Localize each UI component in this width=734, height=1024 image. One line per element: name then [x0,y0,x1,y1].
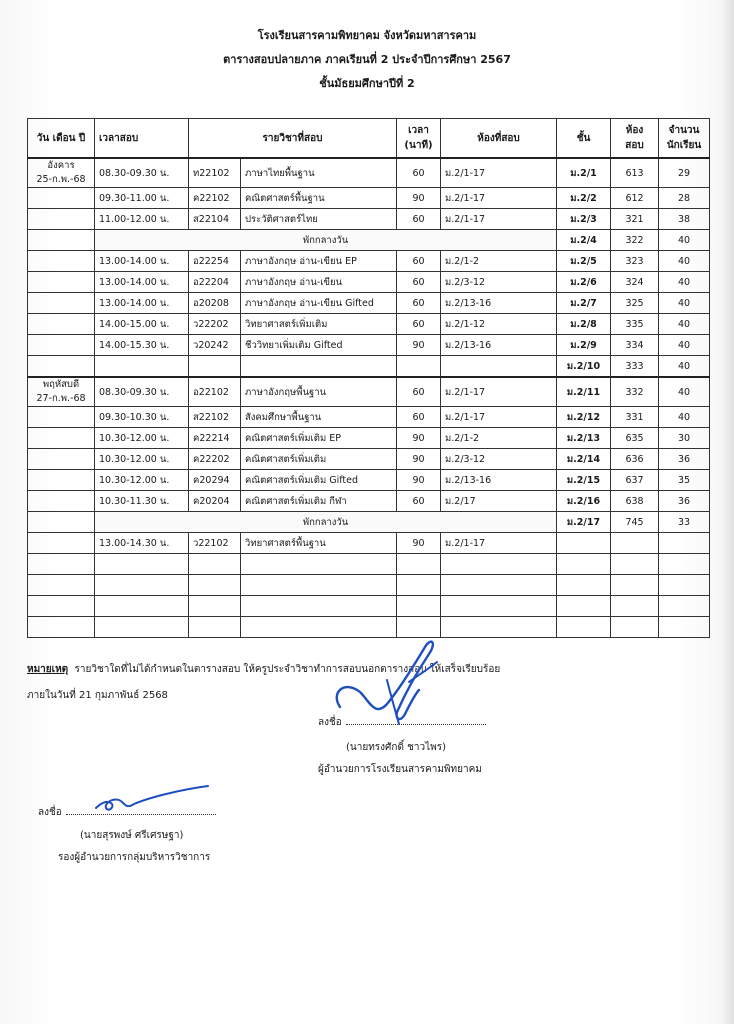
lunch-break: พักกลางวัน [95,512,557,533]
exam-time: 14.00-15.30 น. [95,335,189,356]
day-cell [28,617,95,638]
director-sign-label: ลงชื่อ [318,717,342,728]
duration-minutes [397,356,441,378]
header-duration: เวลา (นาที) [397,119,441,159]
student-count: 36 [659,449,710,470]
duration-minutes: 60 [397,293,441,314]
duration-minutes: 60 [397,314,441,335]
subject-name: คณิตศาสตร์เพิ่มเติม EP [241,428,397,449]
student-count: 33 [659,512,710,533]
header-grade: ชั้น [557,119,611,159]
deputy-sign-label: ลงชื่อ [38,807,62,818]
header-time: เวลาสอบ [95,119,189,159]
exam-time: 09.30-10.30 น. [95,407,189,428]
duration-minutes: 60 [397,209,441,230]
subject-code: ว22102 [189,533,241,554]
header-exam-room: ห้อง สอบ [611,119,659,159]
subject-code: ค22202 [189,449,241,470]
table-row [28,377,710,407]
header-day: วัน เดือน ปี [28,119,95,159]
student-count: 35 [659,470,710,491]
empty-cell [397,596,441,617]
empty-cell [95,617,189,638]
student-count: 40 [659,293,710,314]
class-grade: ม.2/12 [557,407,611,428]
table-row [28,407,710,428]
exam-time: 08.30-09.30 น. [95,377,189,407]
table-row [28,449,710,470]
student-count [659,533,710,554]
exam-time [95,356,189,378]
empty-cell [659,554,710,575]
class-grade: ม.2/1 [557,158,611,188]
empty-cell [189,554,241,575]
subject-name: คณิตศาสตร์เพิ่มเติม กีฬา [241,491,397,512]
header-subject: รายวิชาที่สอบ [189,119,397,159]
class-grade: ม.2/3 [557,209,611,230]
exam-room-number: 635 [611,428,659,449]
empty-cell [659,575,710,596]
subject-name [241,356,397,378]
duration-minutes: 90 [397,428,441,449]
table-header-row [28,119,710,159]
subject-name: ภาษาไทยพื้นฐาน [241,158,397,188]
empty-cell [611,575,659,596]
day-cell [28,272,95,293]
empty-cell [441,575,557,596]
day-cell [28,428,95,449]
exam-time: 14.00-15.00 น. [95,314,189,335]
duration-minutes: 90 [397,449,441,470]
deputy-name: (นายสุรพงษ์ ศรีเศรษฐา) [80,830,184,841]
exam-room-number: 325 [611,293,659,314]
table-row [28,314,710,335]
subject-code: อ22254 [189,251,241,272]
subject-code: ส22102 [189,407,241,428]
empty-cell [557,554,611,575]
class-grade: ม.2/2 [557,188,611,209]
table-row [28,158,710,188]
student-count: 30 [659,428,710,449]
exam-time: 10.30-12.00 น. [95,470,189,491]
exam-time: 13.00-14.00 น. [95,293,189,314]
duration-minutes: 60 [397,272,441,293]
empty-cell [557,617,611,638]
exam-classes: ม.2/3-12 [441,449,557,470]
exam-classes: ม.2/1-17 [441,209,557,230]
deputy-signature-icon [88,780,213,820]
empty-cell [397,575,441,596]
table-row [28,335,710,356]
table-row [28,428,710,449]
subject-name: วิทยาศาสตร์เพิ่มเติม [241,314,397,335]
student-count: 29 [659,158,710,188]
empty-cell [659,596,710,617]
table-row [28,293,710,314]
class-grade: ม.2/17 [557,512,611,533]
class-grade: ม.2/14 [557,449,611,470]
empty-cell [189,575,241,596]
exam-room-number: 638 [611,491,659,512]
exam-room-number: 324 [611,272,659,293]
day-cell [28,314,95,335]
subject-name: ภาษาอังกฤษ อ่าน-เขียน Gifted [241,293,397,314]
class-grade: ม.2/6 [557,272,611,293]
student-count: 40 [659,251,710,272]
weekday: อังคาร [47,160,75,171]
empty-cell [241,554,397,575]
table-row [28,491,710,512]
exam-room-number: 332 [611,377,659,407]
deputy-position: รองผู้อำนวยการกลุ่มบริหารวิชาการ [58,852,211,863]
student-count: 28 [659,188,710,209]
director-position: ผู้อำนวยการโรงเรียนสารคามพิทยาคม [318,764,482,775]
empty-cell [611,596,659,617]
class-grade: ม.2/16 [557,491,611,512]
exam-classes: ม.2/1-17 [441,407,557,428]
exam-classes: ม.2/1-2 [441,428,557,449]
exam-classes: ม.2/1-12 [441,314,557,335]
day-cell [28,575,95,596]
day-cell [28,188,95,209]
subject-code: อ22102 [189,377,241,407]
day-cell [28,356,95,378]
header-room: ห้องที่สอบ [441,119,557,159]
exam-room-number: 637 [611,470,659,491]
subject-name: ประวัติศาสตร์ไทย [241,209,397,230]
table-row [28,596,710,617]
duration-minutes: 60 [397,491,441,512]
subject-code: ส22104 [189,209,241,230]
exam-classes: ม.2/1-17 [441,158,557,188]
exam-room-number: 333 [611,356,659,378]
exam-room-number [611,533,659,554]
exam-time: 10.30-11.30 น. [95,491,189,512]
exam-schedule-table [27,118,710,638]
duration-minutes: 60 [397,251,441,272]
exam-time: 13.00-14.00 น. [95,251,189,272]
duration-minutes: 60 [397,407,441,428]
day-cell [28,407,95,428]
student-count: 36 [659,491,710,512]
exam-time: 09.30-11.00 น. [95,188,189,209]
duration-minutes: 90 [397,335,441,356]
class-grade: ม.2/4 [557,230,611,251]
table-row [28,188,710,209]
table-row [28,356,710,378]
header-students: จำนวน นักเรียน [659,119,710,159]
subject-code [189,356,241,378]
empty-cell [557,575,611,596]
class-grade: ม.2/10 [557,356,611,378]
subject-name: คณิตศาสตร์เพิ่มเติม [241,449,397,470]
day-cell [28,293,95,314]
weekday: พฤหัสบดี [42,379,80,390]
exam-classes: ม.2/17 [441,491,557,512]
table-body [28,158,710,638]
day-cell [28,335,95,356]
day-cell [28,491,95,512]
school-name: โรงเรียนสารคามพิทยาคม จังหวัดมหาสารคาม [257,29,477,42]
subject-name: ภาษาอังกฤษพื้นฐาน [241,377,397,407]
exam-room-number: 321 [611,209,659,230]
day-cell [28,554,95,575]
empty-cell [95,596,189,617]
empty-cell [611,617,659,638]
subject-code: อ20208 [189,293,241,314]
director-signature-icon [325,632,445,732]
class-grade: ม.2/13 [557,428,611,449]
subject-code: ว20242 [189,335,241,356]
empty-cell [189,617,241,638]
exam-title: ตารางสอบปลายภาค ภาคเรียนที่ 2 ประจำปีการศึกษา 2567 [223,53,511,66]
table-row [28,575,710,596]
empty-cell [95,554,189,575]
student-count: 38 [659,209,710,230]
footnote-line-2: ภายในวันที่ 21 กุมภาพันธ์ 2568 [27,690,168,701]
subject-code: ว22202 [189,314,241,335]
class-grade: ม.2/9 [557,335,611,356]
student-count: 40 [659,407,710,428]
exam-room-number: 636 [611,449,659,470]
subject-code: ค22102 [189,188,241,209]
subject-code: อ22204 [189,272,241,293]
exam-room-number: 612 [611,188,659,209]
exam-classes: ม.2/13-16 [441,470,557,491]
subject-code: ท22102 [189,158,241,188]
table-row [28,470,710,491]
day-cell [28,230,95,251]
exam-time: 13.00-14.00 น. [95,272,189,293]
subject-code: ค20294 [189,470,241,491]
exam-classes [441,356,557,378]
subject-code: ค20204 [189,491,241,512]
exam-time: 11.00-12.00 น. [95,209,189,230]
subject-name: วิทยาศาสตร์พื้นฐาน [241,533,397,554]
exam-classes: ม.2/1-17 [441,188,557,209]
student-count: 40 [659,356,710,378]
page-edge-shadow [720,0,734,1024]
duration-minutes: 60 [397,158,441,188]
student-count: 40 [659,272,710,293]
exam-classes: ม.2/1-17 [441,377,557,407]
day-cell [28,158,95,188]
lunch-break: พักกลางวัน [95,230,557,251]
subject-name: ภาษาอังกฤษ อ่าน-เขียน [241,272,397,293]
day-cell [28,251,95,272]
empty-cell [441,617,557,638]
day-cell [28,209,95,230]
student-count: 40 [659,230,710,251]
empty-cell [189,596,241,617]
empty-cell [659,617,710,638]
day-cell [28,512,95,533]
class-grade: ม.2/8 [557,314,611,335]
exam-classes: ม.2/13-16 [441,335,557,356]
day-cell [28,596,95,617]
exam-classes: ม.2/1-17 [441,533,557,554]
exam-classes: ม.2/1-2 [441,251,557,272]
footnote-text: รายวิชาใดที่ไม่ได้กำหนดในตารางสอบ ให้ครูประจำวิชาทำการสอบนอกตารางสอบ ให้เสร็จเรียบร้อย [74,664,501,675]
footnote-label: หมายเหตุ [27,664,69,675]
director-name: (นายทรงศักดิ์ ชาวไพร) [346,742,447,753]
day-cell [28,449,95,470]
exam-room-number: 331 [611,407,659,428]
exam-room-number: 323 [611,251,659,272]
exam-classes: ม.2/13-16 [441,293,557,314]
subject-name: คณิตศาสตร์พื้นฐาน [241,188,397,209]
subject-code: ค22214 [189,428,241,449]
student-count: 40 [659,377,710,407]
subject-name: คณิตศาสตร์เพิ่มเติม Gifted [241,470,397,491]
duration-minutes: 90 [397,470,441,491]
duration-minutes: 90 [397,533,441,554]
exam-date: 27-ก.พ.-68 [36,393,86,404]
empty-cell [95,575,189,596]
table-row [28,230,710,251]
exam-room-number: 335 [611,314,659,335]
exam-date: 25-ก.พ.-68 [36,174,86,185]
subject-name: ชีววิทยาเพิ่มเติม Gifted [241,335,397,356]
day-cell [28,470,95,491]
empty-cell [441,554,557,575]
class-grade: ม.2/15 [557,470,611,491]
exam-classes: ม.2/3-12 [441,272,557,293]
exam-time: 10.30-12.00 น. [95,449,189,470]
student-count: 40 [659,335,710,356]
table-row [28,554,710,575]
empty-cell [611,554,659,575]
exam-room-number: 745 [611,512,659,533]
exam-room-number: 613 [611,158,659,188]
exam-time: 08.30-09.30 น. [95,158,189,188]
table-row [28,533,710,554]
duration-minutes: 60 [397,377,441,407]
class-grade: ม.2/11 [557,377,611,407]
empty-cell [557,596,611,617]
class-grade [557,533,611,554]
table-row [28,251,710,272]
subject-name: สังคมศึกษาพื้นฐาน [241,407,397,428]
empty-cell [241,596,397,617]
exam-time: 13.00-14.30 น. [95,533,189,554]
class-grade: ม.2/5 [557,251,611,272]
table-row [28,209,710,230]
day-cell [28,377,95,407]
empty-cell [441,596,557,617]
subject-name: ภาษาอังกฤษ อ่าน-เขียน EP [241,251,397,272]
day-cell [28,533,95,554]
exam-time: 10.30-12.00 น. [95,428,189,449]
table-row [28,512,710,533]
class-grade: ม.2/7 [557,293,611,314]
grade-level: ชั้นมัธยมศึกษาปีที่ 2 [319,77,415,90]
duration-minutes: 90 [397,188,441,209]
table-row [28,272,710,293]
student-count: 40 [659,314,710,335]
empty-cell [241,575,397,596]
exam-room-number: 334 [611,335,659,356]
exam-room-number: 322 [611,230,659,251]
empty-cell [397,554,441,575]
